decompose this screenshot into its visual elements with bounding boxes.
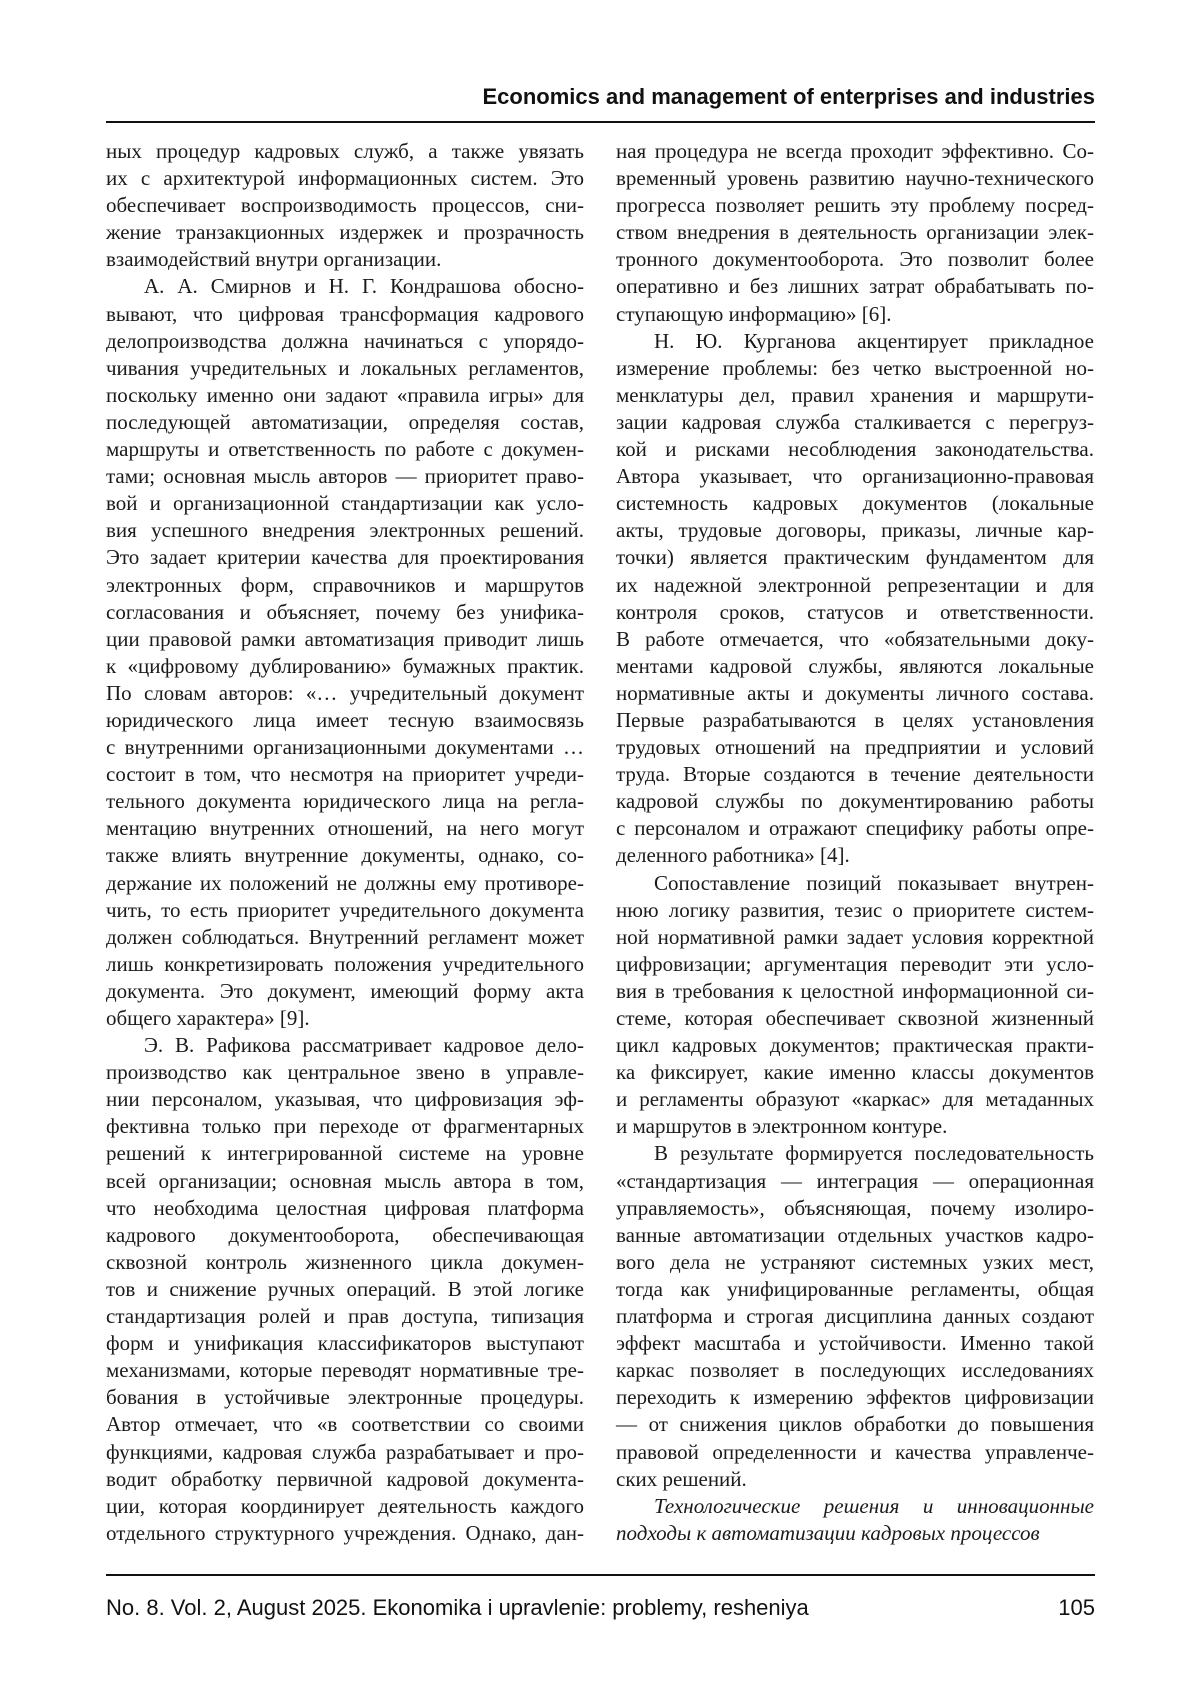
text-line: состоит в том, что несмотря на приоритет учреди- xyxy=(106,761,584,788)
page-number: 105 xyxy=(1058,1595,1095,1621)
text-line: документа. Это документ, имеющий форму акта xyxy=(106,978,584,1005)
text-line: В результате формируется последовательность xyxy=(616,1140,1094,1167)
text-line: оперативно и без лишних затрат обрабатывать по- xyxy=(616,273,1094,300)
text-line: что необходима целостная цифровая платформа xyxy=(106,1195,584,1222)
text-line: вывают, что цифровая трансформация кадрового xyxy=(106,301,584,328)
text-line: общего характера» [9]. xyxy=(106,1005,584,1032)
text-line: нормативные акты и документы личного состава. xyxy=(616,680,1094,707)
paragraph xyxy=(106,1032,584,1547)
text-line: кадровой службы по документированию работы xyxy=(616,788,1094,815)
text-line: нии персоналом, указывая, что цифровизация эф- xyxy=(106,1086,584,1113)
text-line: и регламенты образуют «каркас» для метаданных xyxy=(616,1086,1094,1113)
section-subheading xyxy=(616,1493,1094,1547)
text-line: переходить к измерению эффектов цифровизации xyxy=(616,1384,1094,1411)
text-line: эффект масштаба и устойчивости. Именно такой xyxy=(616,1330,1094,1357)
text-line: вого дела не устраняют системных узких мест, xyxy=(616,1249,1094,1276)
text-line: ции, которая координирует деятельность каждого xyxy=(106,1493,584,1520)
text-line: обеспечивает воспроизводимость процессов, сни- xyxy=(106,192,584,219)
text-line: Автор отмечает, что «в соответствии со своими xyxy=(106,1411,584,1438)
text-line: кадрового документооборота, обеспечивающая xyxy=(106,1222,584,1249)
text-line: и маршрутов в электронном контуре. xyxy=(616,1113,1094,1140)
text-line: ная процедура не всегда проходит эффективно. Со- xyxy=(616,138,1094,165)
text-line: производство как центральное звено в управле- xyxy=(106,1059,584,1086)
left-column xyxy=(106,138,584,1547)
text-line: Э. В. Рафикова рассматривает кадровое дело- xyxy=(106,1032,584,1059)
text-line: ментацию внутренних отношений, на него могут xyxy=(106,815,584,842)
text-line: вия успешного внедрения электронных решений. xyxy=(106,517,584,544)
text-line: контроля сроков, статусов и ответственности. xyxy=(616,599,1094,626)
text-line: правовой определенности и качества управленче- xyxy=(616,1439,1094,1466)
text-line: функциями, кадровая служба разрабатывает и про- xyxy=(106,1439,584,1466)
text-line: Н. Ю. Курганова акцентирует прикладное xyxy=(616,328,1094,355)
text-line: управляемость», объясняющая, почему изолиро- xyxy=(616,1195,1094,1222)
text-line: должен соблюдаться. Внутренний регламент может xyxy=(106,924,584,951)
text-line: По словам авторов: «… учредительный документ xyxy=(106,680,584,707)
text-line: с персоналом и отражают специфику работы опре- xyxy=(616,815,1094,842)
text-line: фективна только при переходе от фрагментарных xyxy=(106,1113,584,1140)
text-line: Автора указывает, что организационно-правовая xyxy=(616,463,1094,490)
text-line: сквозной контроль жизненного цикла докумен- xyxy=(106,1249,584,1276)
paragraph xyxy=(106,138,584,273)
text-line: жение транзакционных издержек и прозрачность xyxy=(106,219,584,246)
text-line: Технологические решения и инновационные xyxy=(616,1493,1094,1520)
text-line: тогда как унифицированные регламенты, общая xyxy=(616,1276,1094,1303)
text-line: бования в устойчивые электронные процедуры. xyxy=(106,1384,584,1411)
running-header: Economics and management of enterprises and industries xyxy=(483,84,1096,110)
text-line: держание их положений не должны ему противоре- xyxy=(106,870,584,897)
text-line: ка фиксирует, какие именно классы документов xyxy=(616,1059,1094,1086)
text-line: труда. Вторые создаются в течение деятельности xyxy=(616,761,1094,788)
text-line: цикл кадровых документов; практическая практи- xyxy=(616,1032,1094,1059)
footer-rule xyxy=(106,1574,1095,1576)
text-line: ванные автоматизации отдельных участков кадро- xyxy=(616,1222,1094,1249)
text-line: точки) является практическим фундаментом для xyxy=(616,544,1094,571)
text-line: тов и снижение ручных операций. В этой логике xyxy=(106,1276,584,1303)
text-line: ции правовой рамки автоматизация приводит лишь xyxy=(106,626,584,653)
header-rule xyxy=(106,121,1095,123)
text-line: юридического лица имеет тесную взаимосвязь xyxy=(106,707,584,734)
text-line: механизмами, которые переводят нормативные тре- xyxy=(106,1357,584,1384)
text-line: зации кадровая служба сталкивается с перегруз- xyxy=(616,409,1094,436)
text-line: системность кадровых документов (локальные xyxy=(616,490,1094,517)
text-line: Первые разрабатываются в целях установления xyxy=(616,707,1094,734)
text-line: кой и рисками несоблюдения законодательства. xyxy=(616,436,1094,463)
text-line: чить, то есть приоритет учредительного документа xyxy=(106,897,584,924)
text-line: Сопоставление позиций показывает внутрен- xyxy=(616,870,1094,897)
text-line: измерение проблемы: без четко выстроенной но- xyxy=(616,355,1094,382)
text-line: ных процедур кадровых служб, а также увязать xyxy=(106,138,584,165)
text-line: поскольку именно они задают «правила игры» для xyxy=(106,382,584,409)
text-line: всей организации; основная мысль автора в том, xyxy=(106,1168,584,1195)
text-line: вой и организационной стандартизации как усло- xyxy=(106,490,584,517)
text-line: ством внедрения в деятельность организации элек- xyxy=(616,219,1094,246)
text-line: электронных форм, справочников и маршрутов xyxy=(106,572,584,599)
text-line: чивания учредительных и локальных регламентов, xyxy=(106,355,584,382)
text-line: взаимодействий внутри организации. xyxy=(106,246,584,273)
text-line: акты, трудовые договоры, приказы, личные кар- xyxy=(616,517,1094,544)
text-line: подходы к автоматизации кадровых процессов xyxy=(616,1520,1094,1547)
text-line: — от снижения циклов обработки до повышения xyxy=(616,1411,1094,1438)
text-line: с внутренними организационными документами … xyxy=(106,734,584,761)
text-line: А. А. Смирнов и Н. Г. Кондрашова обосно- xyxy=(106,273,584,300)
text-line: ступающую информацию» [6]. xyxy=(616,301,1094,328)
paragraph xyxy=(616,1140,1094,1492)
text-line: к «цифровому дублированию» бумажных практик. xyxy=(106,653,584,680)
text-line: маршруты и ответственность по работе с докумен- xyxy=(106,436,584,463)
text-line: платформа и строгая дисциплина данных создают xyxy=(616,1303,1094,1330)
text-line: ских решений. xyxy=(616,1466,1094,1493)
text-line: Это задает критерии качества для проектирования xyxy=(106,544,584,571)
text-line: их надежной электронной репрезентации и для xyxy=(616,572,1094,599)
text-line: тронного документооборота. Это позволит более xyxy=(616,246,1094,273)
text-line: согласования и объясняет, почему без унифика- xyxy=(106,599,584,626)
text-line: форм и унификация классификаторов выступают xyxy=(106,1330,584,1357)
text-line: прогресса позволяет решить эту проблему посред- xyxy=(616,192,1094,219)
text-line: ной нормативной рамки задает условия корректной xyxy=(616,924,1094,951)
text-line: менклатуры дел, правил хранения и маршрути- xyxy=(616,382,1094,409)
text-line: трудовых отношений на предприятии и условий xyxy=(616,734,1094,761)
text-line: ментами кадровой службы, являются локальные xyxy=(616,653,1094,680)
text-line: тельного документа юридического лица на регла- xyxy=(106,788,584,815)
text-line: отдельного структурного учреждения. Однако, дан- xyxy=(106,1520,584,1547)
text-line: делопроизводства должна начинаться с упорядо- xyxy=(106,328,584,355)
text-line: последующей автоматизации, определяя состав, xyxy=(106,409,584,436)
text-line: временный уровень развитию научно-технического xyxy=(616,165,1094,192)
footer-journal-citation: No. 8. Vol. 2, August 2025. Ekonomika i upravlenie: problemy, resheniya xyxy=(106,1595,809,1621)
text-line: их с архитектурой информационных систем. Это xyxy=(106,165,584,192)
paragraph xyxy=(106,273,584,1032)
text-line: тами; основная мысль авторов — приоритет право- xyxy=(106,463,584,490)
text-line: стеме, которая обеспечивает сквозной жизненный xyxy=(616,1005,1094,1032)
text-line: стандартизация ролей и прав доступа, типизация xyxy=(106,1303,584,1330)
text-line: нюю логику развития, тезис о приоритете систем- xyxy=(616,897,1094,924)
text-line: В работе отмечается, что «обязательными доку- xyxy=(616,626,1094,653)
paragraph xyxy=(616,138,1094,328)
text-line: деленного работника» [4]. xyxy=(616,842,1094,869)
paragraph xyxy=(616,870,1094,1141)
text-line: лишь конкретизировать положения учредительного xyxy=(106,951,584,978)
text-line: также влиять внутренние документы, однако, со- xyxy=(106,842,584,869)
text-line: вия в требования к целостной информационной си- xyxy=(616,978,1094,1005)
text-line: решений к интегрированной системе на уровне xyxy=(106,1140,584,1167)
text-line: каркас позволяет в последующих исследованиях xyxy=(616,1357,1094,1384)
text-line: цифровизации; аргументация переводит эти усло- xyxy=(616,951,1094,978)
right-column xyxy=(616,138,1094,1547)
text-line: «стандартизация — интеграция — операционная xyxy=(616,1168,1094,1195)
text-line: водит обработку первичной кадровой документа- xyxy=(106,1466,584,1493)
paragraph xyxy=(616,328,1094,870)
